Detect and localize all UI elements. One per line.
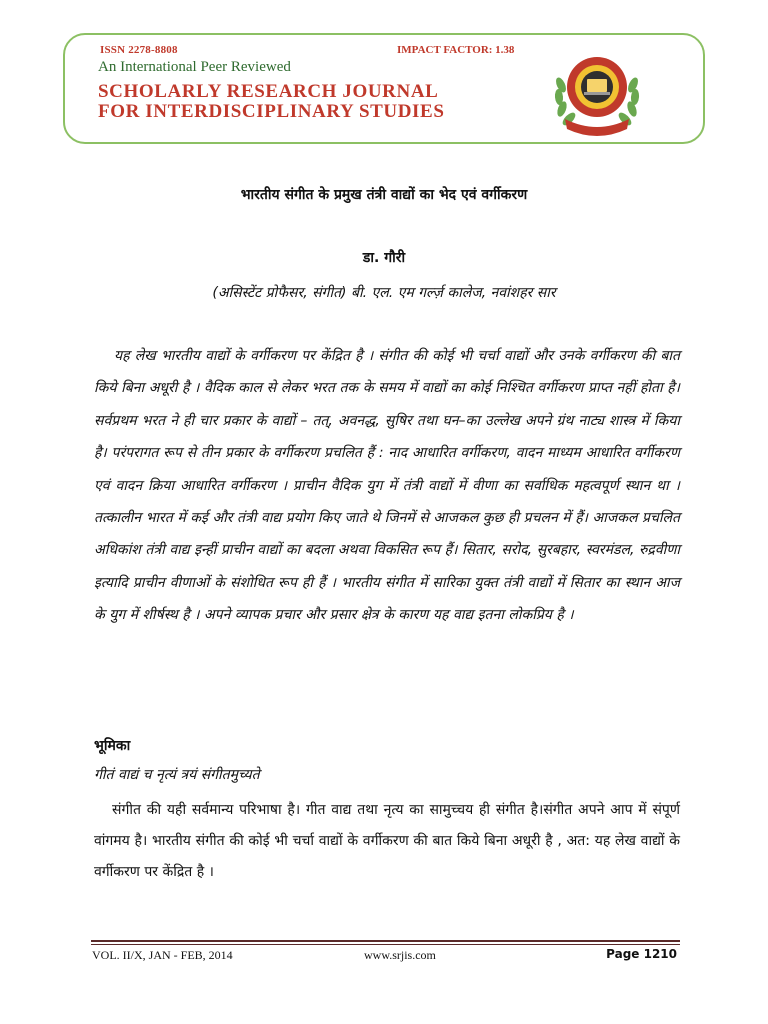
author-name: डा. गौरी: [362, 250, 406, 266]
journal-title-line2: FOR INTERDISCIPLINARY STUDIES: [98, 101, 445, 122]
issn: ISSN 2278-8808: [100, 44, 178, 56]
peer-reviewed-tagline: An International Peer Reviewed: [98, 59, 291, 75]
footer-website[interactable]: www.srjis.com: [364, 948, 436, 962]
footer-rule-thin: [91, 944, 680, 945]
body-paragraph: संगीत की यही सर्वमान्य परिभाषा है। गीत वाद्य तथा नृत्य का सामुच्चय ही संगीत है।संगीत अपने आप में संपूर्ण वांगमय है। भारतीय संगीत की कोई भी चर्चा वाद्यों के वर्गीकरण की बात किये बिना अधूरी है , अत: यह लेख वाद्यों के वर्गीकरण पर केंद्रित है ।: [94, 802, 680, 880]
section-heading: भूमिका: [94, 738, 131, 754]
srjis-logo: [547, 45, 647, 139]
journal-title-line1: SCHOLARLY RESEARCH JOURNAL: [98, 81, 439, 102]
author-affiliation: (असिस्टेंट प्रोफैसर, संगीत) बी. एल. एम गर्ल्ज़ कालेज, नवांशहर सार: [212, 285, 556, 301]
abstract-paragraph: यह लेख भारतीय वाद्यों के वर्गीकरण पर केंद्रित है । संगीत की कोई भी चर्चा वाद्यों और उनके वर्गीकरण की बात किये बिना अधूरी है । वैदिक काल से लेकर भरत तक के समय में वाद्यों का कोई निश्चित वर्गीकरण प्राप्त नहीं होता है।सर्वप्रथम भरत ने ही चार प्रकार के वाद्यों – तत्, अवनद्ध, सुषिर तथा घन–का उल्लेख अपने ग्रंथ नाट्य शास्त्र में किया है। परंपरागत रूप से तीन प्रकार के वर्गीकरण प्रचलित हैं : नाद आधारित वर्गीकरण, वादन माध्यम आधारित वर्गीकरण एवं वादन क्रिया आधारित वर्गीकरण । प्राचीन वैदिक युग में तंत्री वाद्यों में वीणा का सर्वाधिक महत्वपूर्ण स्थान था । तत्कालीन भारत में कई और तंत्री वाद्य प्रयोग किए जाते थे जिनमें से आजकल कुछ ही प्रचलन में हैं। आजकल प्रचलित अधिकांश तंत्री वाद्य इन्हीं प्राचीन वाद्यों का बदला अथवा विकसित रूप हैं। सितार, सरोद, सुरबहार, स्वरमंडल, रुद्रवीणा इत्यादि प्राचीन वीणाओं के संशोधित रूप ही हैं । भारतीय संगीत में सारिका युक्त तंत्री वाद्यों में सितार का स्थान आज के युग में शीर्षस्थ है । अपने व्यापक प्रचार और प्रसार क्षेत्र के कारण यह वाद्य इतना लोकप्रिय है ।: [94, 348, 680, 624]
footer-page-number: Page 1210: [606, 947, 677, 961]
journal-header: [63, 33, 705, 144]
sanskrit-quote: गीतं वाद्यं च नृत्यं त्रयं संगीतमुच्यते: [94, 767, 260, 783]
impact-factor: IMPACT FACTOR: 1.38: [397, 44, 515, 56]
footer-volume: VOL. II/X, JAN - FEB, 2014: [92, 948, 233, 962]
article-title: भारतीय संगीत के प्रमुख तंत्री वाद्यों का भेद एवं वर्गीकरण: [240, 187, 528, 203]
footer-rule: [91, 940, 680, 942]
